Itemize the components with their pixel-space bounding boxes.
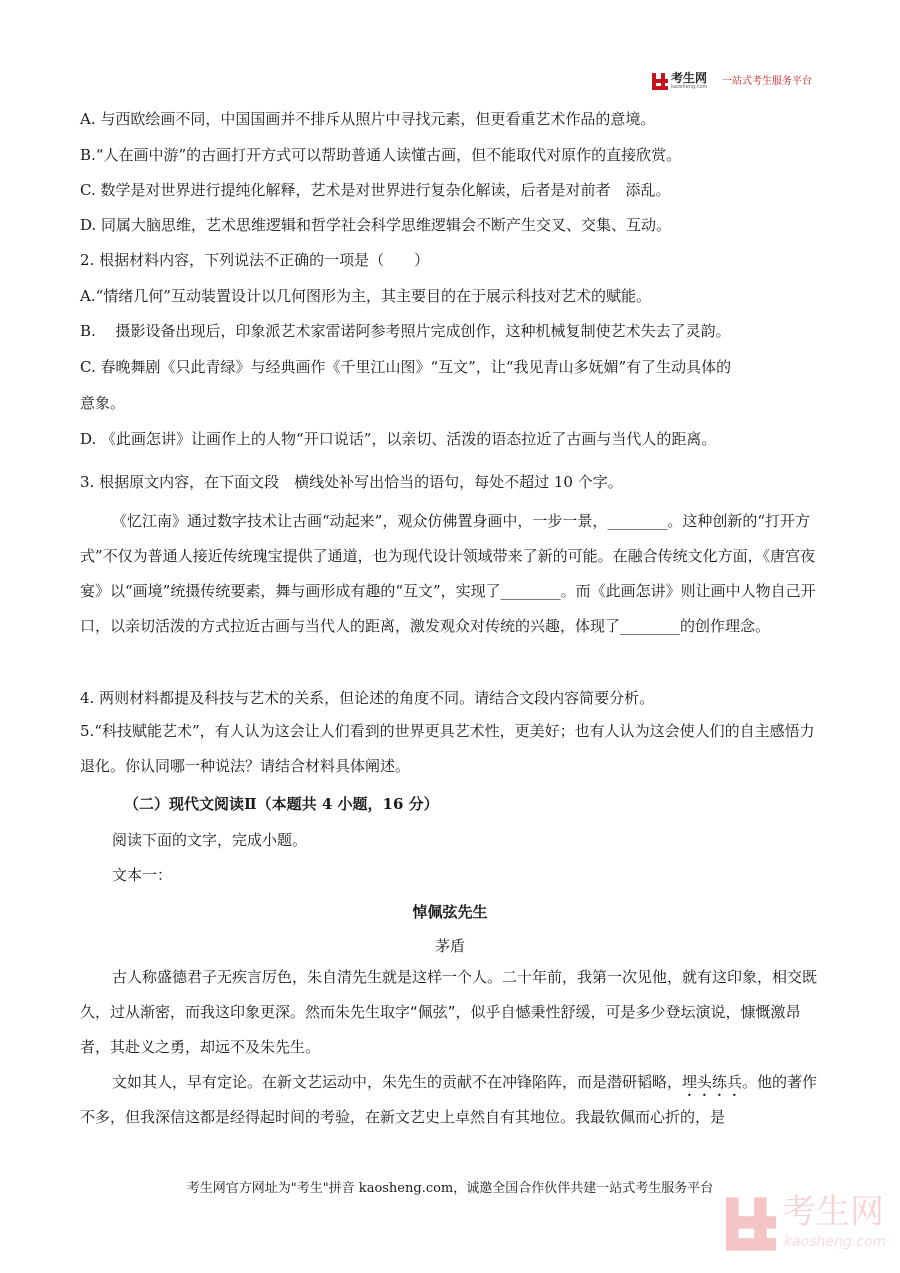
paragraph-2-text-a: 文如其人，早有定论。在新文艺运动中，朱先生的贡献不在冲锋陷阵，而是潜研韬略，	[112, 1073, 683, 1091]
q3-passage: 《忆江南》通过数字技术让古画“动起来”，观众仿佛置身画中，一步一景，________。这种创新的“打开方式”不仅为普通人接近传统瑰宝提供了通道，也为现代设计领域带来了新的可能。在融合传统文化方面，《唐宫夜宴》以“画境”统摄传统要素，舞与画形成有趣的“互文”，实现了________。而《此画怎讲》则让画中人物自己开口，以亲切活泼的方式拉近古画与当代人的距离，激发观众对传统的兴趣，体现了________的创作理念。	[80, 512, 816, 635]
paragraph-2-text-b: 。他的著作不多，但我深信这都是经得起时间的考验，在新文艺史上卓然自有其地位。我最钦佩而心折的，是	[80, 1073, 818, 1126]
q2-option-a: A.“情绪几何”互动装置设计以几何图形为主，其主要目的在于展示科技对艺术的赋能。	[80, 287, 651, 305]
kaosheng-logo-icon	[652, 73, 668, 90]
watermark-logo-icon	[726, 1196, 776, 1252]
q2-stem: 2. 根据材料内容，下列说法不正确的一项是（ ）	[80, 251, 430, 269]
section-title: （二）现代文阅读Ⅱ（本题共 4 小题，16 分）	[124, 795, 439, 813]
q2-option-d: D. 《此画怎讲》让画作上的人物“开口说话”，以亲切、活泼的语态拉近了古画与当代人的距离。	[80, 430, 717, 448]
logo-name: 考生网	[671, 71, 708, 85]
q2-option-b: B. 摄影设备出现后，印象派艺术家雷诺阿参考照片完成创作，这种机械复制使艺术失去了灵韵。	[80, 322, 731, 340]
watermark-name: 考生网	[782, 1192, 884, 1232]
q1-option-a: A. 与西欧绘画不同，中国国画并不排斥从照片中寻找元素，但更看重艺术作品的意境。	[80, 110, 656, 128]
q2-option-c: C. 春晚舞剧《只此青绿》与经典画作《千里江山图》“互文”，让“我见青山多妩媚”有了生动具体的	[80, 358, 732, 376]
q1-option-d: D. 同属大脑思维，艺术思维逻辑和哲学社会科学思维逻辑会不断产生交叉、交集、互动。	[80, 216, 672, 234]
q1-option-c: C. 数学是对世界进行提纯化解释，艺术是对世界进行复杂化解读，后者是对前者 添乱。	[80, 181, 671, 199]
article-paragraph-2	[80, 1065, 824, 1135]
q4-stem: 4. 两则材料都提及科技与艺术的关系，但论述的角度不同。请结合文段内容简要分析。	[80, 689, 655, 707]
article-title: 悼佩弦先生	[412, 903, 488, 921]
section-instruction: 阅读下面的文字，完成小题。	[112, 831, 308, 849]
q5-stem: 5.“科技赋能艺术”，有人认为这会让人们看到的世界更具艺术性，更美好；也有人认为这会使人们的自主感悟力退化。你认同哪一种说法？请结合材料具体阐述。	[80, 722, 815, 775]
q2-option-c-cont: 意象。	[80, 394, 126, 412]
q1-option-b: B.“人在画中游”的古画打开方式可以帮助普通人读懂古画，但不能取代对原作的直接欣赏。	[80, 146, 682, 164]
logo-slogan: 一站式考生服务平台	[722, 76, 812, 87]
watermark	[726, 1192, 896, 1262]
q3-stem: 3. 根据原文内容，在下面文段 横线处补写出恰当的语句，每处不超过 10 个字。	[80, 473, 623, 491]
watermark-domain: kaosheng.com	[784, 1234, 887, 1250]
emphasized-phrase: 埋头练兵	[682, 1073, 743, 1091]
article-paragraph-1: 古人称盛德君子无疾言厉色，朱自清先生就是这样一个人。二十年前，我第一次见他，就有这印象，相交既久，过从渐密，而我这印象更深。然而朱先生取字“佩弦”，似乎自憾秉性舒缓，可是多少登坛演说，慷慨激昂者，其赴义之勇，却远不及朱先生。	[80, 968, 818, 1056]
logo-domain: kaosheng.com	[671, 84, 708, 90]
footer-text: 考生网官方网址为"考生"拼音 kaosheng.com，诚邀全国合作伙伴共建一站式考生服务平台	[186, 1181, 714, 1196]
header-logo	[652, 72, 822, 92]
text-label: 文本一：	[112, 866, 173, 884]
article-author: 茅盾	[434, 937, 465, 955]
